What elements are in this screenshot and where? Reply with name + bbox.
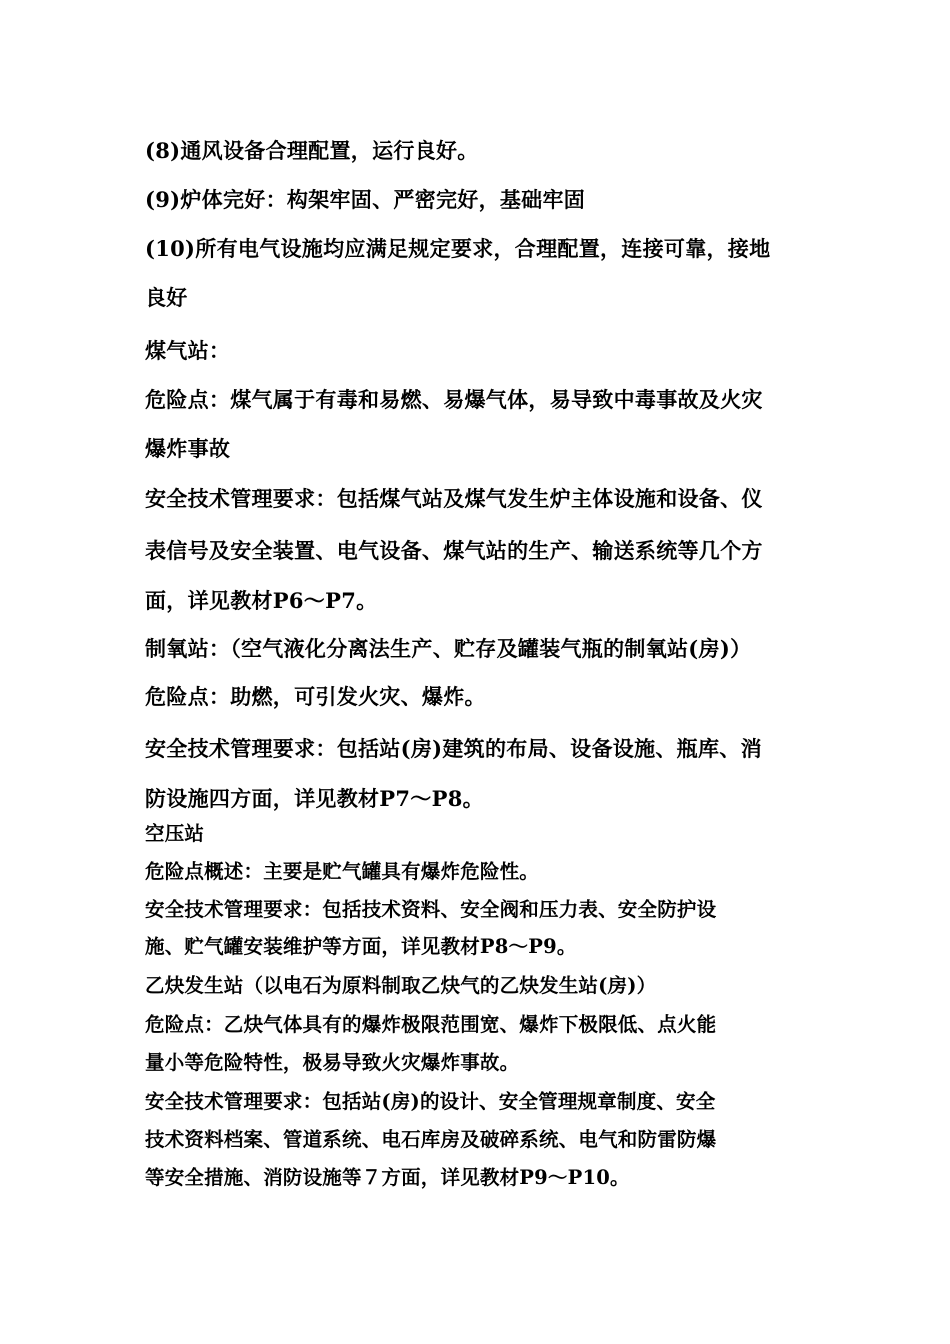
heading-gas-station: 煤气站： (145, 338, 231, 363)
air-compressor-hazard: 危险点概述：主要是贮气罐具有爆炸危险性。 (145, 860, 540, 883)
item-9-furnace: (9)炉体完好：构架牢固、严密完好，基础牢固 (145, 187, 586, 212)
heading-air-compressor-station: 空压站 (145, 822, 205, 845)
item-10-electrical-cont: 良好 (145, 285, 188, 310)
acetylene-requirements-cont-1: 技术资料档案、管道系统、电石库房及破碎系统、电气和防雷防爆 (145, 1128, 717, 1151)
acetylene-requirements-cont-2: 等安全措施、消防设施等７方面，详见教材P9～P10。 (145, 1166, 630, 1189)
oxygen-station-requirements-cont: 防设施四方面，详见教材P7～P8。 (145, 786, 484, 811)
acetylene-hazard-cont: 量小等危险特性，极易导致火灾爆炸事故。 (145, 1051, 520, 1074)
gas-station-hazard: 危险点：煤气属于有毒和易燃、易爆气体，易导致中毒事故及火灾 (145, 387, 763, 412)
acetylene-requirements: 安全技术管理要求：包括站(房)的设计、安全管理规章制度、安全 (145, 1090, 716, 1113)
oxygen-station-hazard: 危险点：助燃，可引发火灾、爆炸。 (145, 684, 486, 709)
heading-oxygen-station: 制氧站：（空气液化分离法生产、贮存及罐装气瓶的制氧站(房)） (145, 636, 752, 661)
oxygen-station-requirements: 安全技术管理要求：包括站(房)建筑的布局、设备设施、瓶库、消 (145, 736, 762, 761)
gas-station-requirements: 安全技术管理要求：包括煤气站及煤气发生炉主体设施和设备、仪 (145, 486, 763, 511)
air-compressor-requirements-cont: 施、贮气罐安装维护等方面，详见教材P8～P9。 (145, 935, 577, 958)
heading-acetylene-station: 乙炔发生站（以电石为原料制取乙炔气的乙炔发生站(房)） (145, 974, 657, 997)
gas-station-requirements-cont-1: 表信号及安全装置、电气设备、煤气站的生产、输送系统等几个方 (145, 538, 763, 563)
item-8-ventilation: (8)通风设备合理配置，运行良好。 (145, 138, 479, 163)
air-compressor-requirements: 安全技术管理要求：包括技术资料、安全阀和压力表、安全防护设 (145, 898, 717, 921)
gas-station-hazard-cont: 爆炸事故 (145, 436, 231, 461)
gas-station-requirements-cont-2: 面，详见教材P6～P7。 (145, 588, 378, 613)
acetylene-hazard: 危险点：乙炔气体具有的爆炸极限范围宽、爆炸下极限低、点火能 (145, 1013, 717, 1036)
item-10-electrical: (10)所有电气设施均应满足规定要求，合理配置，连接可靠，接地 (145, 236, 771, 261)
